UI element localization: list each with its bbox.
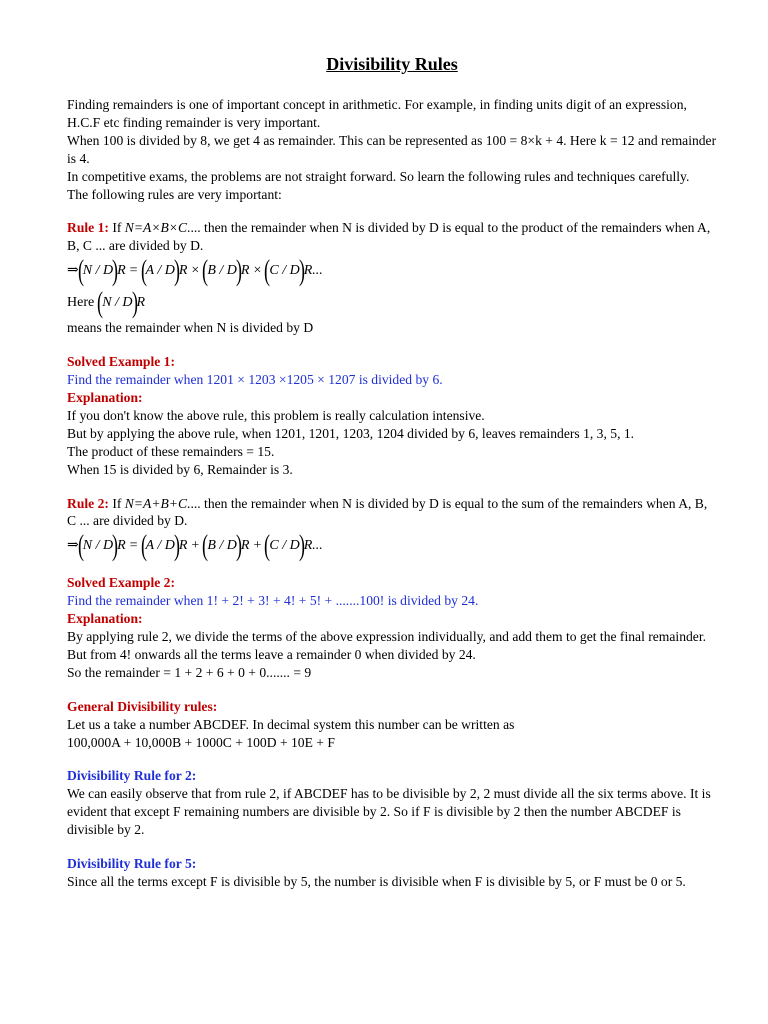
rule-1-formula: ⇒ ( N / D ) R = ( A / D ) R × ( B / D ) R × ( C / D ) R... xyxy=(67,254,323,288)
document-page xyxy=(67,52,717,891)
example-1-label: Solved Example 1: xyxy=(67,354,175,370)
explanation-line: When 15 is divided by 6, Remainder is 3. xyxy=(67,461,293,477)
rule-for-5-label: Divisibility Rule for 5: xyxy=(67,856,197,872)
rule-2-expression: N=A+B+C xyxy=(124,495,188,511)
example-1-section xyxy=(67,353,717,478)
rule-for-2-section xyxy=(67,767,717,839)
rule-for-2-label: Divisibility Rule for 2: xyxy=(67,768,197,784)
example-2-question: Find the remainder when 1! + 2! + 3! + 4! + 5! + .......100! is divided by 24. xyxy=(67,593,479,609)
general-rules-label: General Divisibility rules: xyxy=(67,698,218,714)
rule-1-statement: Rule 1: If N=A×B×C.... then the remainder when N is divided by D is equal to the product of the remainders when A, B, C ... are divided by D. xyxy=(67,220,711,254)
explanation-line: But by applying the above rule, when 1201, 1201, 1203, 1204 divided by 6, leaves remainders 1, 3, 5, 1. xyxy=(67,425,635,441)
general-rules-line: Let us a take a number ABCDEF. In decimal system this number can be written as xyxy=(67,716,515,732)
rule-1-means: means the remainder when N is divided by D xyxy=(67,320,314,336)
general-rules-line: 100,000A + 10,000B + 1000C + 100D + 10E + F xyxy=(67,734,335,750)
example-2-section xyxy=(67,574,717,681)
explanation-line: If you don't know the above rule, this problem is really calculation intensive. xyxy=(67,407,485,423)
rule-1-label: Rule 1: xyxy=(67,220,109,236)
rule-2-formula: ⇒ ( N / D ) R = ( A / D ) R + ( B / D ) R + ( C / D ) R... xyxy=(67,529,323,563)
intro-paragraph: The following rules are very important: xyxy=(67,186,282,202)
rule-1-expression: N=A×B×C xyxy=(124,220,188,236)
rule-1-section xyxy=(67,219,717,337)
explanation-line: The product of these remainders = 15. xyxy=(67,443,275,459)
general-rules-section xyxy=(67,698,717,752)
intro-paragraph: Finding remainders is one of important concept in arithmetic. For example, in finding units digit of an expression, H.C.F etc finding remainder is very important. xyxy=(67,97,687,130)
rule-for-2-text: We can easily observe that from rule 2, if ABCDEF has to be divisible by 2, 2 must divide all the six terms above. It is evident that except F remaining numbers are divisible by 2. So if F is divisible by 2 then the number ABCDEF is divisible by 2. xyxy=(67,786,711,838)
explanation-line: By applying rule 2, we divide the terms of the above expression individually, and add them to get the final remainder. But from 4! onwards all the terms leave a remainder 0 when divided by 24. xyxy=(67,629,706,662)
example-2-label: Solved Example 2: xyxy=(67,575,175,591)
intro-section xyxy=(67,96,717,203)
rule-for-5-section xyxy=(67,855,717,891)
rule-2-label: Rule 2: xyxy=(67,495,109,511)
page-title: Divisibility Rules xyxy=(326,54,458,74)
rule-2-section xyxy=(67,495,717,563)
example-2-explanation-label: Explanation: xyxy=(67,611,143,627)
intro-paragraph: When 100 is divided by 8, we get 4 as remainder. This can be represented as 100 = 8×k + 4. Here k = 12 and remainder is 4. xyxy=(67,132,717,166)
rule-2-statement: Rule 2: If N=A+B+C.... then the remainder when N is divided by D is equal to the sum of the remainders when A, B, C ... are divided by D. xyxy=(67,495,708,529)
example-1-explanation-label: Explanation: xyxy=(67,389,143,405)
rule-for-5-text: Since all the terms except F is divisible by 5, the number is divisible when F is divisible by 5, or F must be 0 or 5. xyxy=(67,874,686,889)
explanation-line: So the remainder = 1 + 2 + 6 + 0 + 0....... = 9 xyxy=(67,664,312,680)
intro-paragraph: In competitive exams, the problems are not straight forward. So learn the following rules and techniques carefully. xyxy=(67,168,690,184)
rule-1-here-line: Here ( N / D ) R xyxy=(67,286,146,320)
example-1-question: Find the remainder when 1201 × 1203 ×1205 × 1207 is divided by 6. xyxy=(67,372,443,388)
